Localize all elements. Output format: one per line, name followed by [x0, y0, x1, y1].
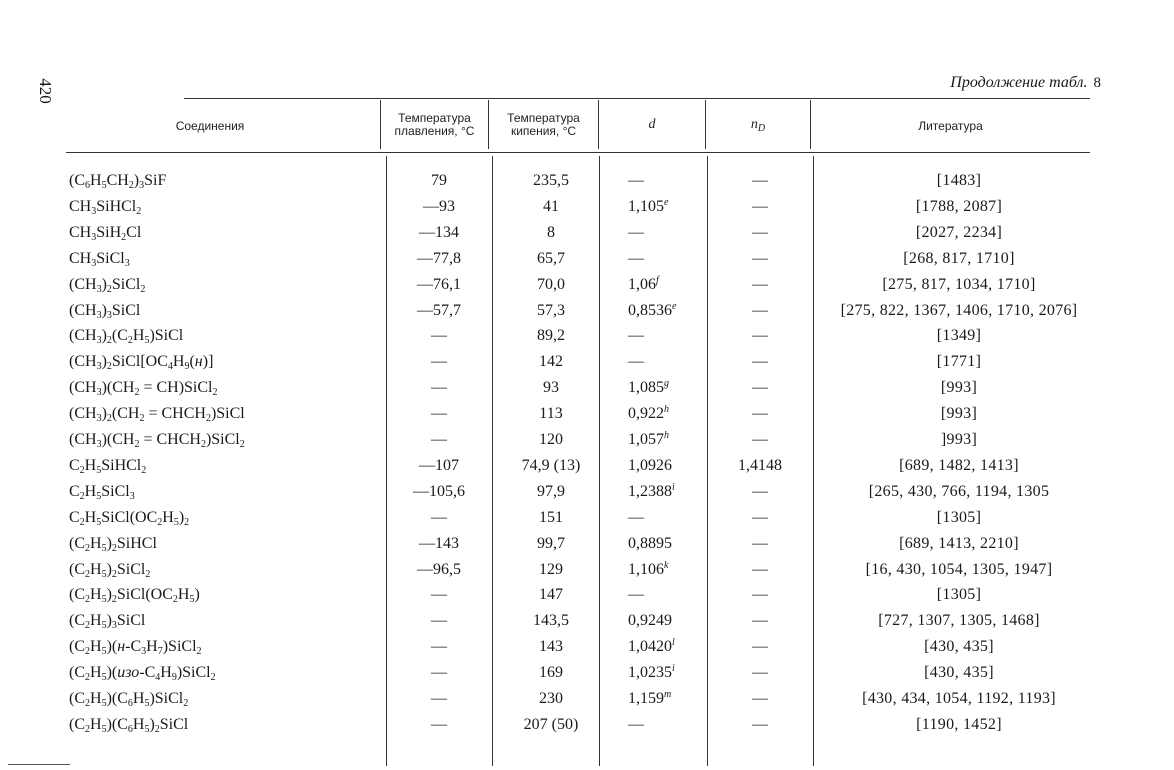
compound-formula: $(C_2H_5)(изо-C_4H_9)SiCl_2$ — [69, 664, 216, 684]
compound-formula: $(CH_3)_2SiCl_2$ — [69, 275, 146, 295]
literature-cell: [1349] — [936, 327, 982, 345]
melting-point-cell: —57,7 — [417, 301, 461, 319]
table-row — [0, 585, 1174, 611]
density-cell: — — [628, 172, 644, 189]
melting-point-cell: —93 — [423, 197, 455, 215]
melting-point-cell: — — [431, 690, 447, 707]
boiling-point-cell: 169 — [539, 664, 563, 682]
table-row — [0, 534, 1174, 560]
literature-cell: [268, 817, 1710] — [903, 249, 1015, 267]
table-row — [0, 249, 1174, 275]
boiling-point-cell: 97,9 — [537, 482, 565, 500]
melting-point-cell: —105,6 — [413, 482, 465, 500]
table-row — [0, 326, 1174, 352]
density-cell: 1,06$^f$ — [628, 274, 659, 293]
continuation-mark: 8 — [1093, 75, 1101, 91]
refraction-cell: — — [752, 690, 768, 707]
melting-point-cell: — — [431, 327, 447, 345]
density-cell: 1,0420$^l$ — [628, 637, 675, 656]
header-melting-point — [381, 112, 488, 138]
boiling-point-cell: 143 — [539, 638, 563, 656]
literature-cell: [430, 435] — [924, 638, 994, 656]
compound-formula: $(C_2H_5)(C_6H_5)SiCl_2$ — [69, 690, 189, 709]
table-row — [0, 301, 1174, 327]
header-melt-line2: плавления, °С — [394, 124, 475, 138]
density-cell: 0,8895 — [628, 534, 672, 552]
density-cell: 1,2388$^i$ — [628, 481, 675, 500]
melting-point-cell: — — [431, 638, 447, 656]
density-footnote: m — [664, 689, 672, 700]
table-row — [0, 715, 1174, 741]
boiling-point-cell: 89,2 — [537, 327, 565, 345]
boiling-point-cell: 120 — [539, 431, 563, 448]
density-cell: 0,8536e — [628, 300, 677, 319]
header-refraction-sub: D — [757, 123, 766, 134]
density-footnote: f — [656, 274, 659, 286]
refraction-cell: — — [752, 197, 768, 215]
header-boiling-point — [489, 112, 598, 138]
table-row — [0, 223, 1174, 249]
compound-formula: $(C_2H_5)_2SiHCl$ — [69, 534, 157, 554]
melting-point-cell: — — [431, 586, 447, 604]
boiling-point-cell: 65,7 — [537, 249, 565, 267]
header-refraction-n: n — [750, 117, 758, 132]
refraction-cell: — — [752, 715, 768, 733]
literature-cell: [275, 817, 1034, 1710] — [882, 275, 1036, 293]
compound-formula: $CH_3SiHCl_2$ — [69, 197, 142, 217]
literature-cell: [1788, 2087] — [915, 197, 1003, 215]
header-refraction — [706, 117, 810, 134]
density-footnote: g — [664, 378, 669, 390]
density-cell: — — [628, 715, 644, 733]
literature-cell: [2027, 2234] — [915, 223, 1003, 241]
melting-point-cell: — — [431, 379, 447, 397]
header-boil-line1: Температура — [507, 111, 580, 125]
melting-point-cell: — — [431, 508, 447, 526]
refraction-cell: — — [752, 405, 768, 423]
table-row — [0, 663, 1174, 689]
boiling-point-cell: 99,7 — [537, 534, 565, 552]
refraction-cell: — — [752, 249, 768, 267]
density-cell: — — [628, 327, 644, 345]
continuation-caption — [950, 74, 1101, 92]
refraction-cell: 1,4148 — [738, 456, 782, 474]
boiling-point-cell: 230 — [539, 690, 563, 707]
table-row — [0, 197, 1174, 223]
header-bottom-rule — [66, 152, 1090, 153]
melting-point-cell: — — [431, 664, 447, 682]
literature-cell: [993] — [940, 379, 978, 397]
density-footnote: i — [672, 481, 675, 493]
boiling-point-cell: 93 — [543, 379, 559, 397]
compound-formula: $(C_2H_5)_2SiCl_2$ — [69, 560, 151, 580]
refraction-cell: — — [752, 508, 768, 526]
refraction-cell: — — [752, 223, 768, 241]
literature-cell: [1190, 1452] — [916, 715, 1002, 733]
table-row — [0, 689, 1174, 715]
literature-cell: [1771] — [936, 353, 982, 371]
literature-cell: [430, 434, 1054, 1192, 1193] — [862, 690, 1056, 707]
boiling-point-cell: 41 — [543, 197, 559, 215]
density-cell: 0,9249 — [628, 612, 672, 630]
density-footnote: e — [672, 300, 677, 312]
boiling-point-cell: 8 — [547, 223, 555, 241]
melting-point-cell: — — [431, 612, 447, 630]
melting-point-cell: — — [431, 431, 447, 448]
literature-cell: [16, 430, 1054, 1305, 1947] — [865, 560, 1053, 578]
table-row — [0, 611, 1174, 637]
compound-formula: $C_2H_5SiCl(OC_2H_5)_2$ — [69, 508, 190, 528]
header-literature: Литература — [918, 119, 983, 133]
compound-formula: $(CH_3)_3SiCl$ — [69, 301, 141, 321]
boiling-point-cell: 74,9 (13) — [521, 456, 581, 474]
header-top-rule — [184, 98, 1090, 99]
table-row — [0, 560, 1174, 586]
refraction-cell: — — [752, 586, 768, 604]
boiling-point-cell: 142 — [539, 353, 563, 371]
header-density: d — [648, 117, 656, 132]
boiling-point-cell: 235,5 — [533, 172, 569, 189]
melting-point-cell: — — [431, 405, 447, 423]
table-row — [0, 430, 1174, 456]
refraction-cell: — — [752, 301, 768, 319]
melting-point-cell: 79 — [431, 172, 447, 189]
refraction-cell: — — [752, 664, 768, 682]
density-footnote: h — [664, 404, 669, 416]
table-row — [0, 482, 1174, 508]
compound-formula: $(CH_3)(CH_2$ = $CHCH_2)SiCl_2$ — [69, 431, 245, 450]
density-cell: 1,106$^k$ — [628, 559, 669, 578]
density-cell: — — [628, 249, 644, 267]
refraction-cell: — — [752, 612, 768, 630]
compound-formula: $CH_3SiCl_3$ — [69, 249, 130, 269]
density-cell: — — [628, 223, 644, 241]
density-footnote: i — [672, 663, 675, 675]
refraction-cell: — — [752, 172, 768, 189]
melting-point-cell: —76,1 — [417, 275, 461, 293]
compound-formula: $(CH_3)_2(C_2H_5)SiCl$ — [69, 327, 184, 347]
density-cell: 1,105e — [628, 196, 669, 215]
table-row — [0, 637, 1174, 663]
melting-point-cell: —107 — [419, 456, 459, 474]
page-number: 420 — [36, 78, 55, 104]
boiling-point-cell: 151 — [539, 508, 563, 526]
compound-formula: $(C_2H_5)(н-C_3H_7)SiCl_2$ — [69, 638, 202, 658]
boiling-point-cell: 147 — [539, 586, 563, 604]
refraction-cell: — — [752, 560, 768, 578]
density-footnote: k — [664, 559, 669, 571]
compound-formula: $CH_3SiH_2Cl$ — [69, 223, 142, 243]
refraction-cell: — — [752, 353, 768, 371]
melting-point-cell: —96,5 — [417, 560, 461, 578]
density-footnote: h — [664, 430, 669, 441]
literature-cell: [265, 430, 766, 1194, 1305 — [868, 482, 1050, 500]
density-footnote: l — [672, 637, 675, 649]
density-cell: 1,085$^g$ — [628, 378, 669, 397]
literature-cell: [1305] — [936, 508, 982, 526]
melting-point-cell: — — [431, 353, 447, 371]
compound-formula: $(CH_3)_2(CH_2$ = $CHCH_2)SiCl$ — [69, 405, 245, 425]
compound-formula: $(C_2H_5)(C_6H_5)_2SiCl$ — [69, 715, 189, 735]
refraction-cell: — — [752, 379, 768, 397]
literature-cell: [689, 1482, 1413] — [899, 456, 1019, 474]
refraction-cell: — — [752, 431, 768, 448]
literature-cell: [689, 1413, 2210] — [899, 534, 1019, 552]
table-row — [0, 456, 1174, 482]
boiling-point-cell: 143,5 — [533, 612, 569, 630]
compound-formula: $(CH_3)(CH_2$ = CH)SiCl$_2$ — [69, 379, 218, 399]
table-row — [0, 352, 1174, 378]
melting-point-cell: —143 — [419, 534, 459, 552]
density-cell: 1,0926 — [628, 456, 672, 474]
compound-formula: $(C_6H_5CH_2)_3SiF$ — [69, 172, 167, 191]
literature-cell: [993] — [940, 405, 978, 423]
compound-formula: $(C_2H_5)_3SiCl$ — [69, 612, 146, 632]
refraction-cell: — — [752, 482, 768, 500]
page-edge-line — [8, 764, 70, 765]
refraction-cell: — — [752, 275, 768, 293]
boiling-point-cell: 113 — [539, 405, 563, 423]
literature-cell: ]993] — [940, 431, 978, 448]
continuation-text: Продолжение табл. — [950, 74, 1088, 91]
density-cell: 1,0235$^i$ — [628, 663, 675, 682]
literature-cell: [1305] — [936, 586, 982, 604]
table-row — [0, 275, 1174, 301]
refraction-cell: — — [752, 327, 768, 345]
melting-point-cell: — — [431, 715, 447, 733]
density-cell: — — [628, 508, 644, 526]
header-compound: Соединения — [175, 119, 245, 133]
literature-cell: [727, 1307, 1305, 1468] — [878, 612, 1040, 630]
header-boil-line2: кипения, °С — [510, 124, 577, 138]
boiling-point-cell: 57,3 — [537, 301, 565, 319]
boiling-point-cell: 207 (50) — [523, 715, 579, 733]
table-row — [0, 508, 1174, 534]
density-cell: 1,057$^h$ — [628, 430, 669, 448]
melting-point-cell: —134 — [419, 223, 459, 241]
table-row — [0, 171, 1174, 197]
density-footnote: e — [664, 196, 669, 208]
melting-point-cell: —77,8 — [417, 249, 461, 267]
literature-cell: [1483] — [936, 172, 982, 189]
table-row — [0, 404, 1174, 430]
literature-cell: [275, 822, 1367, 1406, 1710, 2076] — [840, 301, 1078, 319]
boiling-point-cell: 70,0 — [537, 275, 565, 293]
density-cell: 1,159$^m$ — [628, 689, 672, 707]
density-cell: 0,922$^h$ — [628, 404, 669, 423]
density-cell: — — [628, 586, 644, 604]
boiling-point-cell: 129 — [539, 560, 563, 578]
compound-formula: $(C_2H_5)_2SiCl(OC_2H_5)$ — [69, 586, 200, 606]
compound-formula: $C_2H_5SiHCl_2$ — [69, 456, 147, 476]
refraction-cell: — — [752, 638, 768, 656]
header-melt-line1: Температура — [398, 111, 471, 125]
density-cell: — — [628, 353, 644, 371]
compound-formula: $(CH_3)_2SiCl[OC_4H_9(н)]$ — [69, 353, 214, 373]
refraction-cell: — — [752, 534, 768, 552]
table-row — [0, 378, 1174, 404]
compound-formula: $C_2H_5SiCl_3$ — [69, 482, 135, 502]
literature-cell: [430, 435] — [924, 664, 994, 682]
